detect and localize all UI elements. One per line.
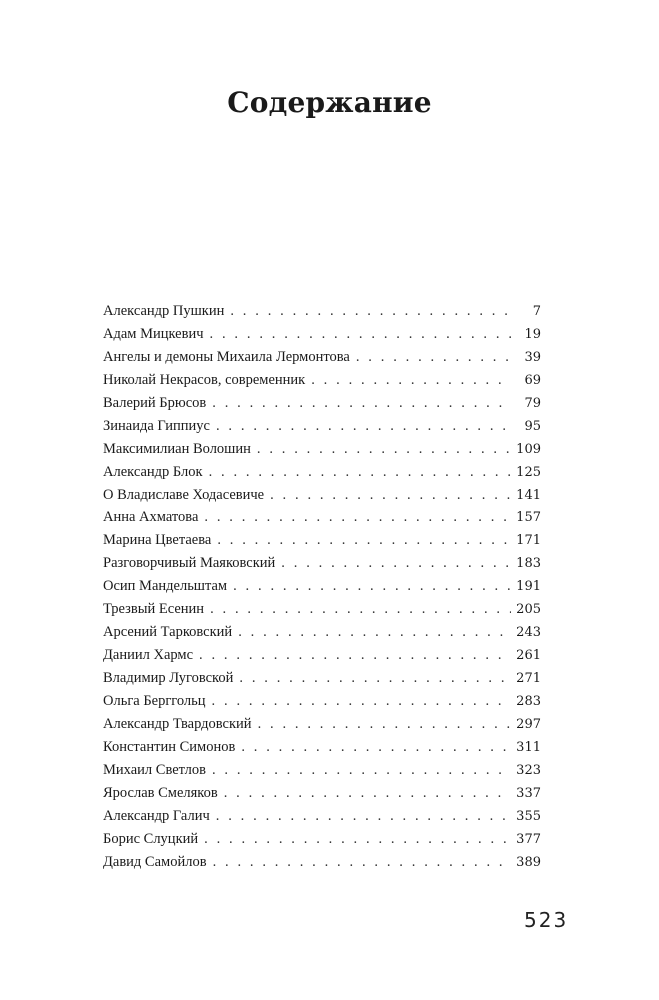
toc-entry-title: Николай Некрасов, современник — [103, 371, 306, 388]
dot-leader — [356, 346, 511, 369]
toc-entry — [103, 484, 541, 507]
toc-entry-page: 109 — [516, 441, 541, 457]
toc-entry-page: 323 — [516, 762, 541, 778]
toc-entry-page: 7 — [532, 304, 541, 319]
toc-entry-title: Ярослав Смеляков — [103, 784, 218, 801]
toc-entry — [103, 805, 541, 828]
toc-entry — [103, 415, 541, 438]
toc-entry — [103, 438, 541, 461]
toc-entry-title: Александр Блок — [103, 463, 203, 480]
dot-leader — [224, 782, 511, 805]
dot-leader — [281, 552, 511, 575]
toc-entry — [103, 759, 541, 782]
toc-entry-title: Максимилиан Волошин — [103, 440, 251, 457]
toc-entry-page: 205 — [516, 602, 541, 618]
toc-entry — [103, 851, 541, 874]
toc-entry — [103, 369, 541, 392]
dot-leader — [209, 461, 511, 484]
toc-entry — [103, 346, 541, 369]
toc-entry-page: 39 — [524, 349, 541, 365]
toc-entry — [103, 782, 541, 805]
toc-entry — [103, 828, 541, 851]
dot-leader — [270, 484, 511, 507]
dot-leader — [216, 805, 511, 828]
dot-leader — [212, 392, 511, 415]
toc-entry — [103, 529, 541, 552]
toc-entry-title: Разговорчивый Маяковский — [103, 555, 276, 572]
toc-entry-title: Владимир Луговской — [103, 670, 234, 686]
toc-entry-title: Арсений Тарковский — [103, 624, 233, 641]
page-title: Содержание — [227, 86, 432, 119]
dot-leader — [204, 828, 511, 851]
toc-entry-page: 69 — [524, 372, 541, 388]
toc-entry-page: 261 — [516, 648, 541, 664]
toc-entry — [103, 506, 541, 529]
dot-leader — [210, 598, 511, 621]
toc-entry — [103, 461, 541, 484]
toc-entry-title: Михаил Светлов — [103, 761, 206, 778]
dot-leader — [233, 575, 511, 598]
toc-entry-page: 125 — [516, 464, 541, 480]
table-of-contents — [103, 300, 541, 873]
toc-entry-page: 311 — [516, 739, 541, 755]
dot-leader — [239, 667, 511, 690]
toc-entry-title: Александр Галич — [103, 807, 210, 824]
toc-entry — [103, 392, 541, 415]
toc-entry-title: Давид Самойлов — [103, 853, 207, 870]
toc-entry-page: 157 — [516, 510, 541, 526]
toc-entry — [103, 621, 541, 644]
dot-leader — [241, 736, 511, 759]
dot-leader — [238, 621, 511, 644]
dot-leader — [213, 851, 511, 874]
toc-entry — [103, 736, 541, 759]
toc-entry-title: Александр Пушкин — [103, 303, 225, 319]
toc-entry-title: Трезвый Есенин — [103, 601, 205, 618]
dot-leader — [230, 300, 511, 323]
dot-leader — [216, 415, 511, 438]
toc-entry-page: 79 — [524, 395, 541, 411]
dot-leader — [311, 369, 511, 392]
toc-entry — [103, 575, 541, 598]
toc-entry-title: Борис Слуцкий — [103, 830, 199, 847]
toc-entry — [103, 598, 541, 621]
dot-leader — [204, 506, 511, 529]
dot-leader — [258, 713, 511, 736]
toc-entry — [103, 713, 541, 736]
toc-entry-page: 271 — [516, 671, 541, 686]
toc-entry — [103, 300, 541, 323]
toc-entry — [103, 644, 541, 667]
toc-entry-page: 389 — [516, 854, 541, 870]
toc-entry-page: 191 — [516, 579, 541, 595]
toc-entry-title: Даниил Хармс — [103, 647, 194, 664]
toc-entry-title: Анна Ахматова — [103, 509, 199, 526]
toc-entry-title: Валерий Брюсов — [103, 394, 207, 411]
toc-entry-page: 283 — [516, 693, 541, 709]
dot-leader — [210, 323, 511, 346]
toc-entry-page: 337 — [516, 785, 541, 801]
toc-entry-page: 297 — [516, 716, 541, 732]
toc-entry-page: 95 — [524, 418, 541, 434]
toc-entry-title: Константин Симонов — [103, 738, 236, 755]
toc-entry — [103, 667, 541, 690]
dot-leader — [217, 529, 511, 552]
toc-entry-page: 243 — [516, 625, 541, 641]
toc-entry-page: 355 — [516, 808, 541, 824]
toc-entry-page: 141 — [516, 487, 541, 503]
toc-entry-title: Зинаида Гиппиус — [103, 417, 210, 434]
toc-entry-title: О Владиславе Ходасевиче — [103, 486, 265, 503]
toc-entry-title: Ангелы и демоны Михаила Лермонтова — [103, 348, 350, 365]
page-number: 523 — [524, 908, 569, 932]
dot-leader — [212, 759, 511, 782]
toc-entry-title: Марина Цветаева — [103, 532, 212, 549]
toc-entry-page: 377 — [516, 831, 541, 847]
toc-entry-title: Адам Мицкевич — [103, 325, 204, 342]
dot-leader — [257, 438, 511, 461]
toc-entry-title: Осип Мандельштам — [103, 578, 228, 595]
toc-entry-page: 19 — [524, 326, 541, 342]
toc-entry-title: Александр Твардовский — [103, 715, 252, 732]
toc-entry — [103, 323, 541, 346]
dot-leader — [212, 690, 511, 713]
toc-entry-page: 183 — [516, 556, 541, 572]
toc-entry — [103, 552, 541, 575]
toc-entry-title: Ольга Берггольц — [103, 692, 206, 709]
dot-leader — [199, 644, 511, 667]
toc-entry — [103, 690, 541, 713]
toc-entry-page: 171 — [516, 533, 541, 549]
